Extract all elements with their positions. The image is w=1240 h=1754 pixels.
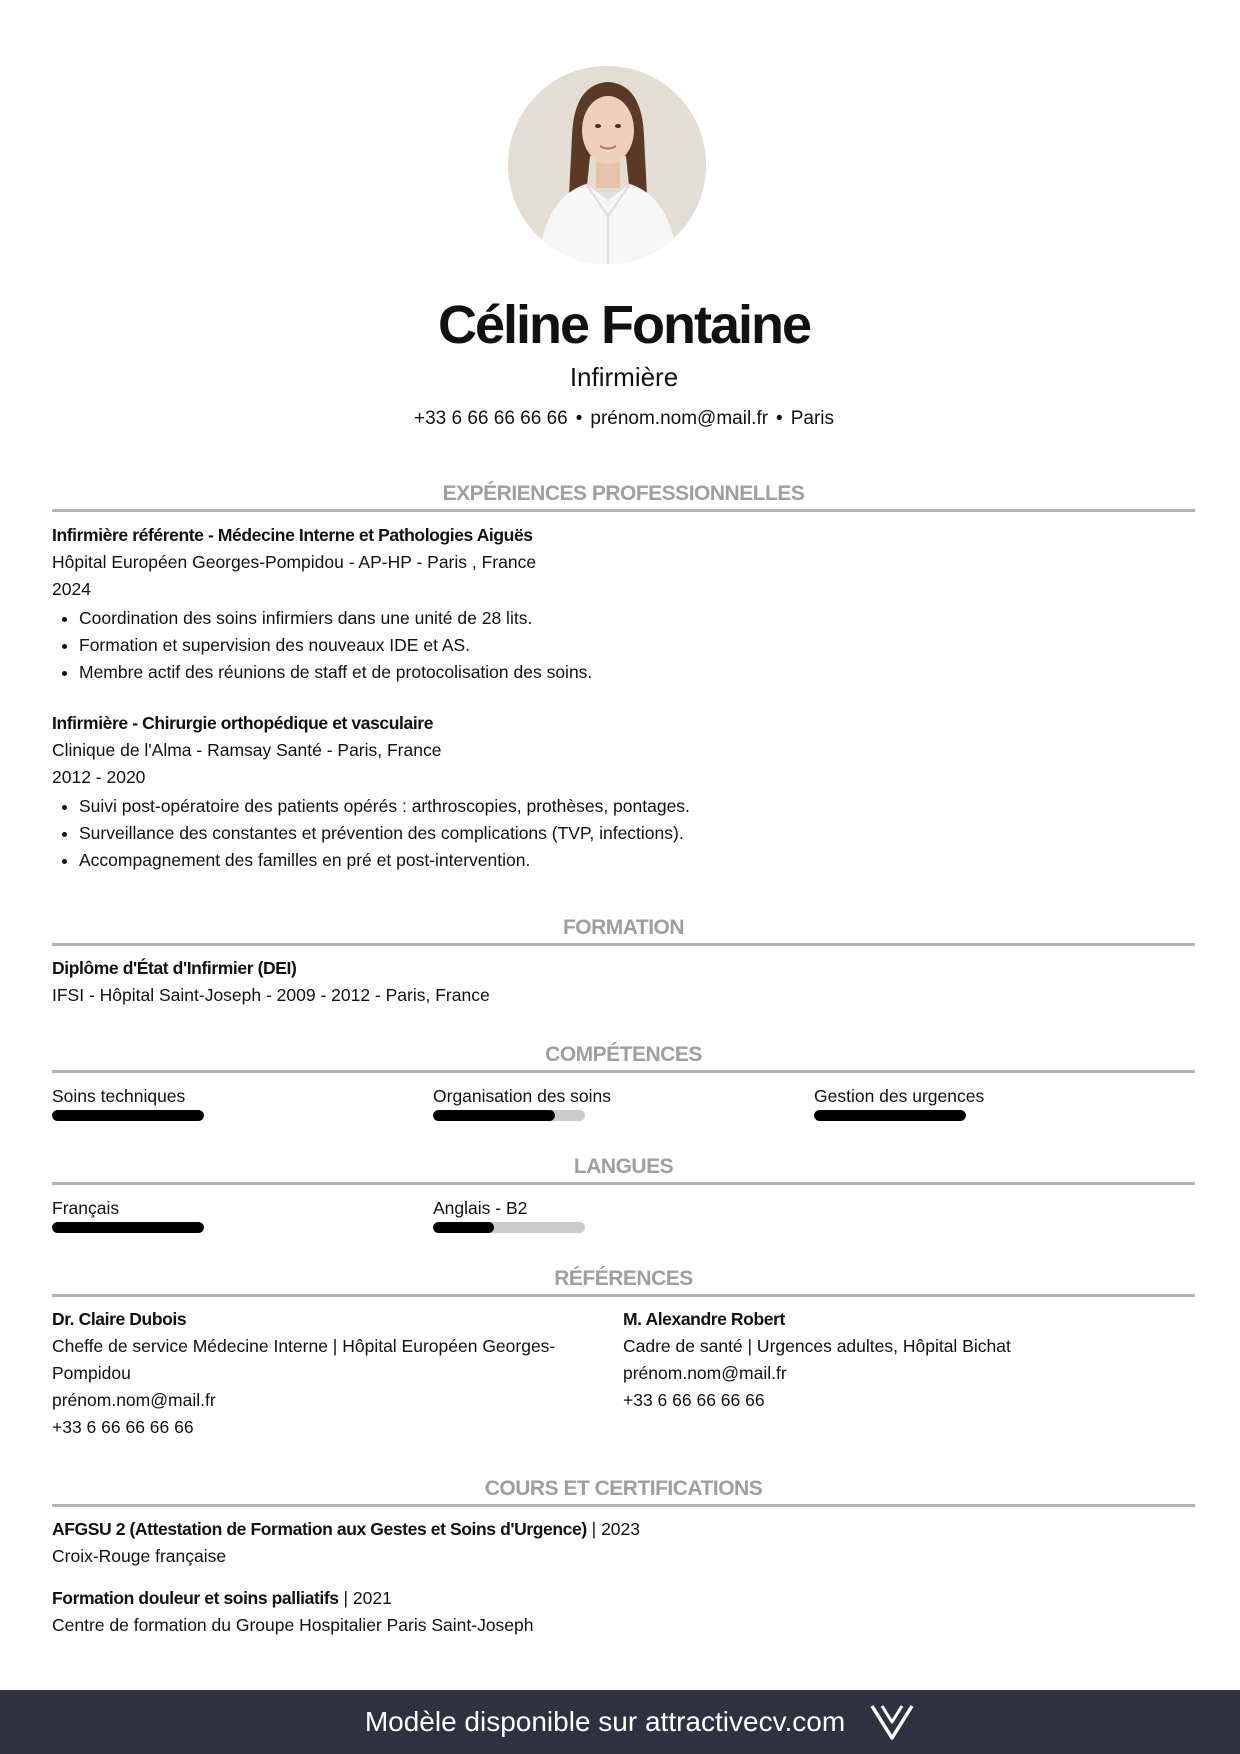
skill-level-bar <box>433 1110 585 1121</box>
course-organization: Croix-Rouge française <box>52 1546 227 1566</box>
course-year: | 2021 <box>343 1588 392 1608</box>
education-degree: Diplôme d'État d'Infirmier (DEI) <box>52 958 297 978</box>
skill-level-fill <box>433 1110 555 1121</box>
reference-name: Dr. Claire Dubois <box>52 1309 187 1329</box>
experience-dates: 2024 <box>52 579 91 599</box>
city-text: Paris <box>790 408 834 429</box>
experience-dates: 2012 - 2020 <box>52 767 146 787</box>
language-level-bar <box>52 1222 204 1233</box>
experience-bullets <box>52 605 1195 686</box>
skill-label: Soins techniques <box>52 1086 186 1106</box>
experience-bullet: • Surveillance des constantes et prévention des complications (TVP, infections). <box>79 820 1195 847</box>
language-item <box>433 1196 585 1233</box>
job-title: Infirmière <box>569 362 679 392</box>
experience-item <box>52 710 1195 874</box>
experience-role: Infirmière - Chirurgie orthopédique et vasculaire <box>52 713 434 733</box>
experience-employer: Hôpital Européen Georges-Pompidou - AP-HP - Paris , France <box>52 552 537 572</box>
experience-item <box>52 522 1195 686</box>
skill-label: Gestion des urgences <box>814 1086 985 1106</box>
experience-role: Infirmière référente - Médecine Interne et Pathologies Aiguës <box>52 525 533 545</box>
experience-employer: Clinique de l'Alma - Ramsay Santé - Paris, France <box>52 740 442 760</box>
section-heading-skills: COMPÉTENCES <box>52 1043 1195 1073</box>
language-level-fill <box>433 1222 494 1233</box>
email-text: prénom.nom@mail.fr <box>590 408 769 429</box>
separator-dot: • <box>575 408 583 429</box>
reference-email: prénom.nom@mail.fr <box>623 1363 787 1383</box>
experience-bullet: • Formation et supervision des nouveaux IDE et AS. <box>79 632 1195 659</box>
experience-bullet: • Accompagnement des familles en pré et post-intervention. <box>79 847 1195 874</box>
skill-level-bar <box>52 1110 204 1121</box>
profile-photo <box>508 66 706 264</box>
experience-bullet: • Coordination des soins infirmiers dans une unité de 28 lits. <box>79 605 1195 632</box>
footer-text[interactable]: Modèle disponible sur attractivecv.com <box>364 1706 846 1737</box>
separator-dot: • <box>776 408 783 429</box>
skill-item <box>433 1084 611 1121</box>
phone-text: +33 6 66 66 66 66 <box>413 408 568 429</box>
candidate-name: Céline Fontaine <box>437 295 811 355</box>
course-item <box>52 1585 1195 1639</box>
reference-phone: +33 6 66 66 66 66 <box>623 1390 765 1410</box>
attractivecv-logo-icon <box>870 1704 914 1740</box>
reference-email: prénom.nom@mail.fr <box>52 1390 216 1410</box>
footer-banner[interactable] <box>0 1690 1240 1754</box>
reference-item <box>52 1306 572 1441</box>
reference-position: Cadre de santé | Urgences adultes, Hôpital Bichat <box>623 1336 1011 1356</box>
language-level-fill <box>52 1222 204 1233</box>
reference-name: M. Alexandre Robert <box>623 1309 785 1329</box>
experience-bullet: • Suivi post-opératoire des patients opérés : arthroscopies, prothèses, pontages. <box>79 793 1195 820</box>
education-item <box>52 955 1195 1009</box>
course-title: Formation douleur et soins palliatifs <box>52 1588 339 1608</box>
course-item <box>52 1516 1195 1570</box>
section-heading-references: RÉFÉRENCES <box>52 1267 1195 1297</box>
section-heading-education: FORMATION <box>52 916 1195 946</box>
language-item <box>52 1196 204 1233</box>
section-heading-languages: LANGUES <box>52 1155 1195 1185</box>
skill-label: Organisation des soins <box>433 1086 612 1106</box>
section-heading-experience: EXPÉRIENCES PROFESSIONNELLES <box>52 482 1195 512</box>
skill-item <box>52 1084 204 1121</box>
skill-level-fill <box>814 1110 966 1121</box>
contact-line <box>0 408 1240 430</box>
skill-level-bar <box>814 1110 966 1121</box>
language-level-bar <box>433 1222 585 1233</box>
section-heading-courses: COURS ET CERTIFICATIONS <box>52 1477 1195 1507</box>
reference-item <box>623 1306 1143 1414</box>
language-label: Français <box>52 1198 120 1218</box>
language-label: Anglais - B2 <box>433 1198 528 1218</box>
experience-bullet: • Membre actif des réunions de staff et de protocolisation des soins. <box>79 659 1195 686</box>
reference-position: Cheffe de service Médecine Interne | Hôpital Européen Georges-Pompidou <box>52 1336 556 1383</box>
skill-level-fill <box>52 1110 204 1121</box>
course-organization: Centre de formation du Groupe Hospitalier Paris Saint-Joseph <box>52 1615 534 1635</box>
course-title: AFGSU 2 (Attestation de Formation aux Gestes et Soins d'Urgence) <box>52 1519 587 1539</box>
reference-phone: +33 6 66 66 66 66 <box>52 1417 194 1437</box>
experience-bullets <box>52 793 1195 874</box>
course-year: | 2023 <box>591 1519 640 1539</box>
skill-item <box>814 1084 984 1121</box>
education-details: IFSI - Hôpital Saint-Joseph - 2009 - 2012 - Paris, France <box>52 985 490 1005</box>
